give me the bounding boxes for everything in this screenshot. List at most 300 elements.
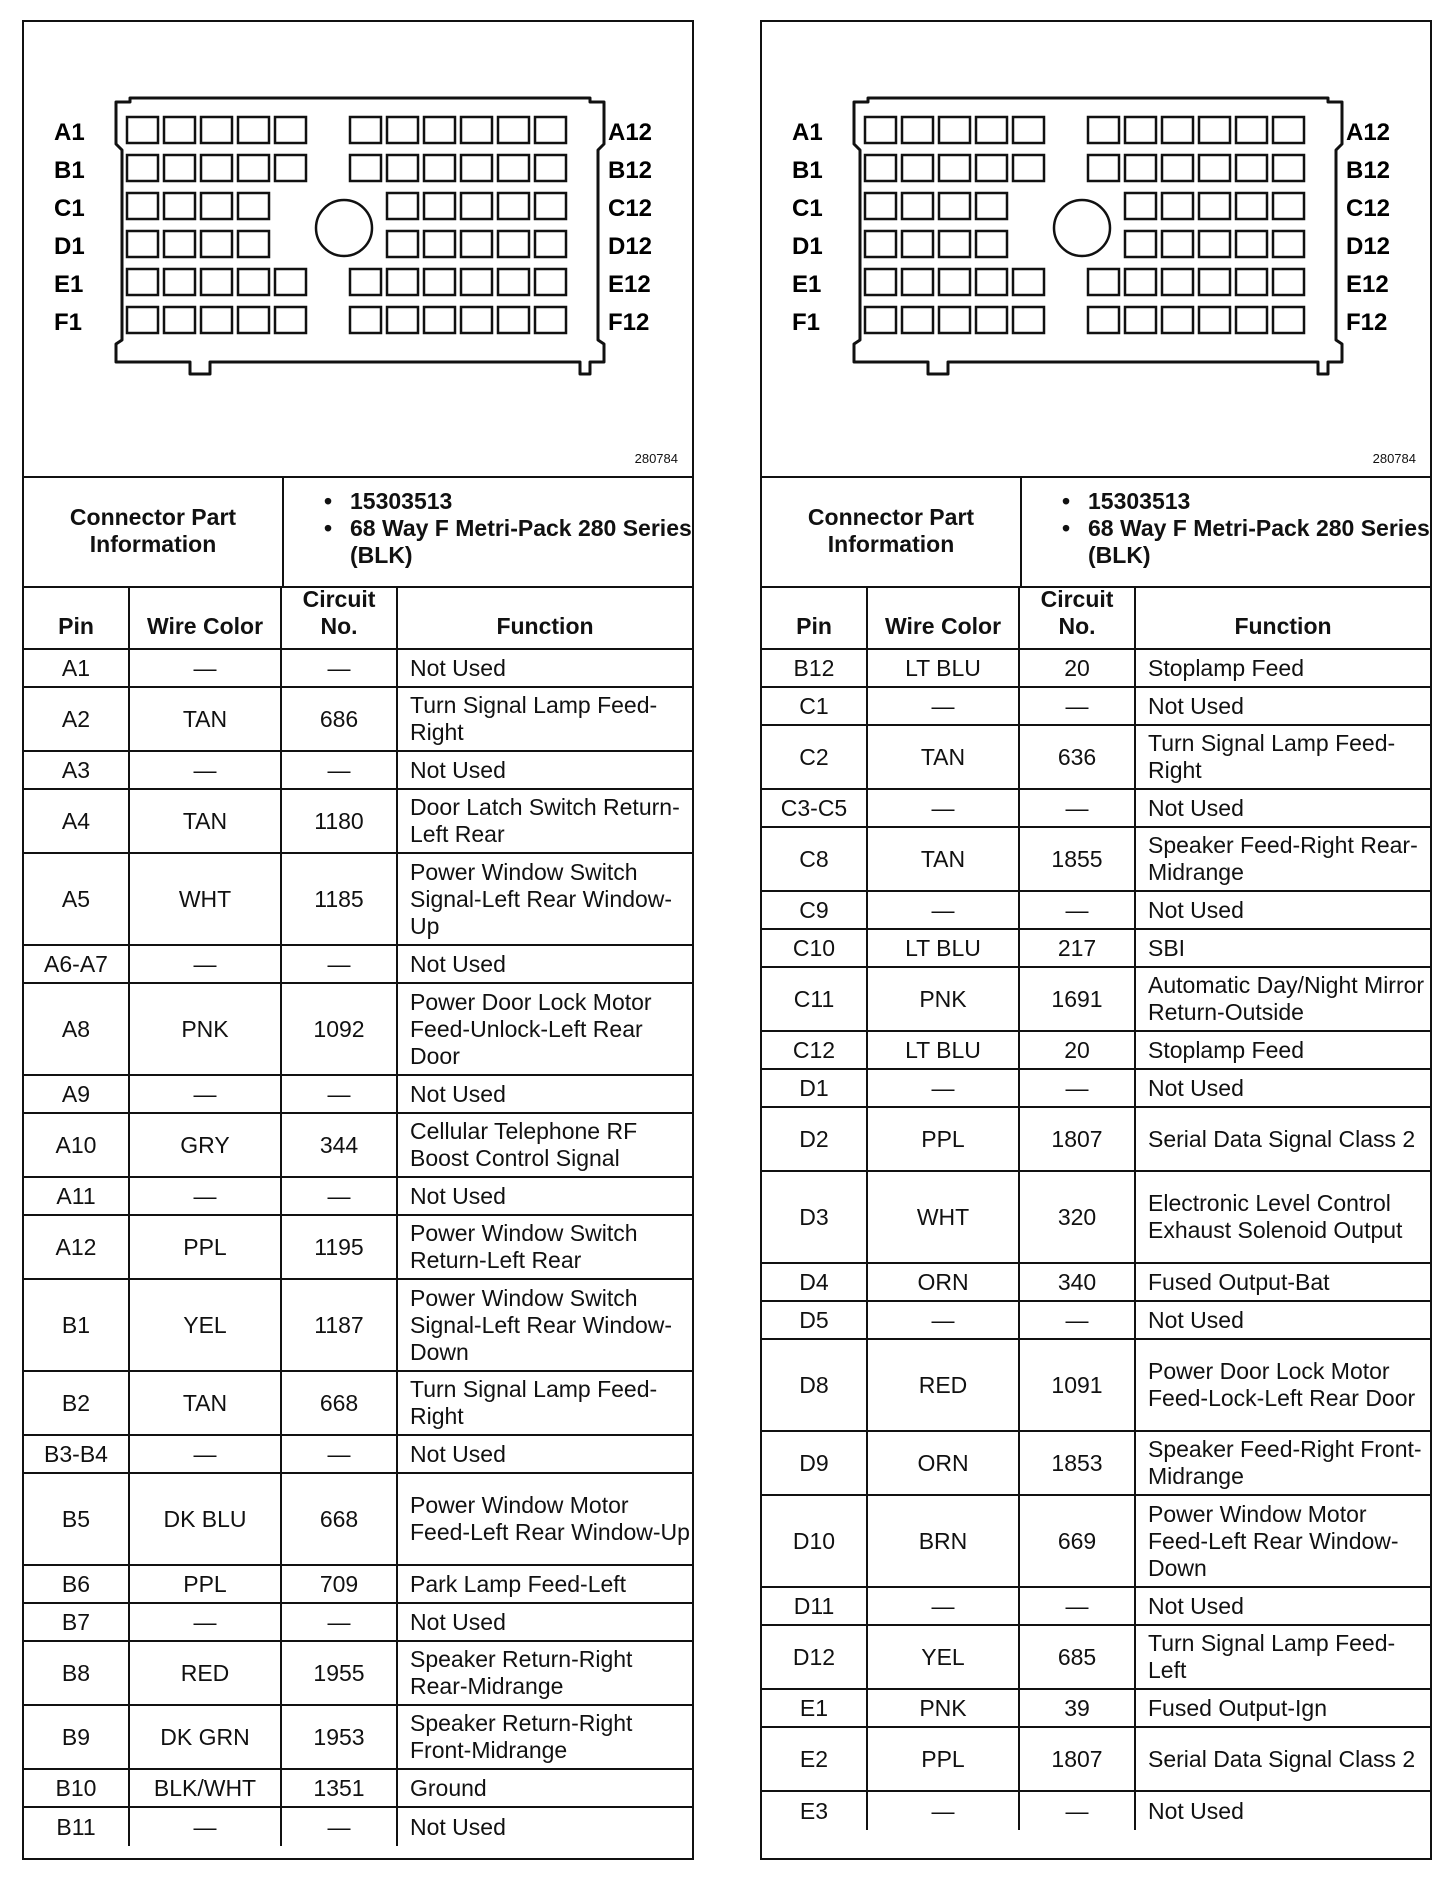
wire-color-cell: LT BLU <box>868 930 1020 966</box>
circuit-cell: 340 <box>1020 1264 1136 1300</box>
pin-cavity <box>1236 231 1267 257</box>
row-label-left: D1 <box>54 233 85 260</box>
function-cell: Fused Output-Ign <box>1148 1694 1327 1721</box>
pin-cell: C3-C5 <box>762 790 868 826</box>
pin-cavity <box>238 231 269 257</box>
pin-cavity <box>1162 269 1193 295</box>
table-row <box>24 1604 692 1642</box>
pin-cell: C8 <box>762 828 868 890</box>
table-row <box>24 1216 692 1280</box>
pin-cell: B3-B4 <box>24 1436 130 1472</box>
pin-cavity <box>127 231 158 257</box>
row-label-right: D12 <box>608 233 653 260</box>
pin-cell: B5 <box>24 1474 130 1564</box>
pin-cavity <box>976 193 1007 219</box>
row-label-right: B12 <box>1346 157 1391 184</box>
row-label-left: F1 <box>54 309 83 336</box>
row-label-right: C12 <box>1346 195 1391 222</box>
pin-cell: C1 <box>762 688 868 724</box>
table-row <box>762 1032 1430 1070</box>
pin-cell: A1 <box>24 650 130 686</box>
pin-cavity <box>461 155 492 181</box>
pin-cavity <box>939 231 970 257</box>
function-cell: Not Used <box>410 1813 506 1840</box>
connector-info-list <box>1022 476 1430 586</box>
circuit-cell: 320 <box>1020 1172 1136 1262</box>
circuit-cell: 1187 <box>282 1280 398 1370</box>
table-row <box>762 1302 1430 1340</box>
circuit-cell: 686 <box>282 688 398 750</box>
pin-cavity <box>424 269 455 295</box>
wire-color-cell: PPL <box>130 1566 282 1602</box>
wire-color-cell: WHT <box>868 1172 1020 1262</box>
circuit-cell: 1092 <box>282 984 398 1074</box>
row-label-left: D1 <box>792 233 823 260</box>
pin-cell: D12 <box>762 1626 868 1688</box>
function-cell: Speaker Return-Right Rear-Midrange <box>410 1646 633 1699</box>
circuit-cell: 1180 <box>282 790 398 852</box>
function-cell: Not Used <box>410 756 506 783</box>
function-cell: Not Used <box>410 950 506 977</box>
pin-cell: B6 <box>24 1566 130 1602</box>
row-label-left: A1 <box>54 119 85 146</box>
pin-cell: D1 <box>762 1070 868 1106</box>
table-row <box>762 1108 1430 1172</box>
pin-cell: A8 <box>24 984 130 1074</box>
pin-cavity <box>535 117 566 143</box>
function-cell: Stoplamp Feed <box>1148 654 1304 681</box>
circuit-cell: — <box>1020 1792 1136 1830</box>
pin-cavity <box>1273 117 1304 143</box>
pin-cavity <box>461 231 492 257</box>
wire-color-cell: PNK <box>868 1690 1020 1726</box>
table-row <box>24 688 692 752</box>
wire-color-cell: — <box>130 1808 282 1846</box>
circuit-cell: 1955 <box>282 1642 398 1704</box>
pin-cavity <box>387 231 418 257</box>
row-label-right: F12 <box>608 309 650 336</box>
wire-color-cell: YEL <box>868 1626 1020 1688</box>
pin-cavity <box>865 117 896 143</box>
pin-cavity <box>498 155 529 181</box>
wire-color-cell: TAN <box>130 688 282 750</box>
wire-color-cell: GRY <box>130 1114 282 1176</box>
function-cell: Speaker Return-Right Front-Midrange <box>410 1710 633 1763</box>
pin-cell: D5 <box>762 1302 868 1338</box>
circuit-cell: 1807 <box>1020 1108 1136 1170</box>
pin-cavity <box>939 193 970 219</box>
pin-cell: B2 <box>24 1372 130 1434</box>
pin-cavity <box>1162 307 1193 333</box>
pin-cavity <box>350 155 381 181</box>
wire-color-cell: PPL <box>868 1728 1020 1790</box>
circuit-cell: — <box>1020 1588 1136 1624</box>
pin-cell: B8 <box>24 1642 130 1704</box>
wire-color-cell: BLK/WHT <box>130 1770 282 1806</box>
connector-info-label: Connector Part Information <box>24 476 284 586</box>
function-cell: Power Door Lock Motor Feed-Unlock-Left Rear Door <box>410 988 652 1069</box>
function-cell: Cellular Telephone RF Boost Control Signal <box>410 1118 638 1171</box>
function-cell: Serial Data Signal Class 2 <box>1148 1125 1416 1152</box>
circuit-cell: 1185 <box>282 854 398 944</box>
pin-cavity <box>1162 117 1193 143</box>
pin-cell: B1 <box>24 1280 130 1370</box>
pin-cavity <box>1013 155 1044 181</box>
pin-cavity <box>127 117 158 143</box>
part-number: • 15303513 <box>1062 488 1430 515</box>
pin-cavity <box>939 307 970 333</box>
table-row <box>24 1706 692 1770</box>
table-row <box>762 930 1430 968</box>
pin-cell: A4 <box>24 790 130 852</box>
circuit-cell: — <box>282 1178 398 1214</box>
pin-cavity <box>535 307 566 333</box>
connector-info-list <box>284 476 692 586</box>
circuit-cell: 1691 <box>1020 968 1136 1030</box>
pin-cavity <box>1236 307 1267 333</box>
table-row <box>24 946 692 984</box>
wire-color-cell: TAN <box>130 1372 282 1434</box>
table-header <box>24 586 692 650</box>
table-row <box>762 828 1430 892</box>
pin-cavity <box>1088 155 1119 181</box>
function-cell: Serial Data Signal Class 2 <box>1148 1745 1416 1772</box>
function-cell: Not Used <box>1148 1306 1244 1333</box>
pin-cavity <box>424 231 455 257</box>
pin-cell: B12 <box>762 650 868 686</box>
pin-cavity <box>461 193 492 219</box>
connector-info-label: Connector Part Information <box>762 476 1022 586</box>
connector-face-drawing <box>24 22 692 474</box>
pin-table <box>24 586 692 1846</box>
pin-cavity <box>127 307 158 333</box>
circuit-cell: — <box>282 1604 398 1640</box>
table-row <box>762 1690 1430 1728</box>
diagram-code: 280784 <box>634 451 678 466</box>
pin-cavity <box>201 231 232 257</box>
pin-cell: B7 <box>24 1604 130 1640</box>
pin-cavity <box>1199 231 1230 257</box>
function-cell: Power Window Switch Signal-Left Rear Window-Up <box>410 858 673 939</box>
pin-cavity <box>461 307 492 333</box>
table-row <box>24 1474 692 1566</box>
header-function: Function <box>496 613 594 639</box>
table-row <box>24 1566 692 1604</box>
pin-cavity <box>275 117 306 143</box>
pin-cavity <box>164 193 195 219</box>
pin-cavity <box>164 117 195 143</box>
header-circuit: Circuit No. <box>282 586 398 648</box>
pin-cavity <box>461 117 492 143</box>
pin-cavity <box>461 269 492 295</box>
pin-cavity <box>1013 117 1044 143</box>
function-cell: Turn Signal Lamp Feed-Left <box>1148 1630 1396 1683</box>
pin-cavity <box>164 307 195 333</box>
function-cell: Not Used <box>1148 1592 1244 1619</box>
pin-cavity <box>1162 231 1193 257</box>
table-row <box>24 1808 692 1846</box>
pin-cell: D9 <box>762 1432 868 1494</box>
circuit-cell: 1855 <box>1020 828 1136 890</box>
header-wire-color: Wire Color <box>130 586 282 648</box>
pin-cavity <box>1199 269 1230 295</box>
table-row <box>762 1432 1430 1496</box>
connector-part-info <box>24 476 692 588</box>
pin-cavity <box>1088 307 1119 333</box>
wire-color-cell: — <box>130 650 282 686</box>
diagram-code: 280784 <box>1372 451 1416 466</box>
circuit-cell: 344 <box>282 1114 398 1176</box>
table-row <box>762 1496 1430 1588</box>
pin-cavity <box>1236 193 1267 219</box>
wire-color-cell: — <box>868 790 1020 826</box>
row-label-left: B1 <box>792 157 823 184</box>
pin-cell: C9 <box>762 892 868 928</box>
function-cell: Speaker Feed-Right Rear-Midrange <box>1148 832 1418 885</box>
wire-color-cell: — <box>130 752 282 788</box>
pin-cavity <box>387 193 418 219</box>
header-function: Function <box>1234 613 1332 639</box>
table-row <box>24 1280 692 1372</box>
circuit-cell: 709 <box>282 1566 398 1602</box>
wire-color-cell: — <box>868 1588 1020 1624</box>
pin-cavity <box>238 117 269 143</box>
pin-cavity <box>1236 155 1267 181</box>
circuit-cell: — <box>1020 1070 1136 1106</box>
row-label-left: E1 <box>792 271 822 298</box>
function-cell: Not Used <box>410 1608 506 1635</box>
circuit-cell: 217 <box>1020 930 1136 966</box>
pin-cavity <box>939 269 970 295</box>
wire-color-cell: — <box>868 1070 1020 1106</box>
pin-cell: A12 <box>24 1216 130 1278</box>
pin-cavity <box>387 117 418 143</box>
circuit-cell: — <box>282 752 398 788</box>
table-row <box>24 1114 692 1178</box>
circuit-cell: 669 <box>1020 1496 1136 1586</box>
circuit-cell: 39 <box>1020 1690 1136 1726</box>
pin-cavity <box>939 117 970 143</box>
circuit-cell: 20 <box>1020 1032 1136 1068</box>
table-row <box>762 1626 1430 1690</box>
function-cell: Turn Signal Lamp Feed-Right <box>410 1376 658 1429</box>
table-row <box>762 1172 1430 1264</box>
row-label-right: C12 <box>608 195 653 222</box>
function-cell: Not Used <box>1148 1074 1244 1101</box>
center-key-hole <box>316 200 372 256</box>
part-number: • 15303513 <box>324 488 692 515</box>
pin-cell: E2 <box>762 1728 868 1790</box>
table-row <box>762 726 1430 790</box>
pin-cavity <box>902 117 933 143</box>
function-cell: Not Used <box>410 654 506 681</box>
circuit-cell: 1953 <box>282 1706 398 1768</box>
pin-cavity <box>1199 117 1230 143</box>
pin-cavity <box>976 117 1007 143</box>
function-cell: Power Door Lock Motor Feed-Lock-Left Rear Door <box>1148 1358 1416 1411</box>
pin-cavity <box>350 117 381 143</box>
pin-cavity <box>498 269 529 295</box>
pin-cavity <box>902 307 933 333</box>
pin-cavity <box>424 117 455 143</box>
table-row <box>762 1588 1430 1626</box>
pin-cavity <box>1273 307 1304 333</box>
table-row <box>762 968 1430 1032</box>
header-circuit: Circuit No. <box>1020 586 1136 648</box>
wire-color-cell: ORN <box>868 1432 1020 1494</box>
table-row <box>24 1770 692 1808</box>
pin-cavity <box>1125 231 1156 257</box>
circuit-cell: 1351 <box>282 1770 398 1806</box>
wire-color-cell: LT BLU <box>868 650 1020 686</box>
pin-cavity <box>902 269 933 295</box>
pin-cavity <box>1273 155 1304 181</box>
pin-cavity <box>1162 155 1193 181</box>
wire-color-cell: — <box>130 946 282 982</box>
pin-cavity <box>1125 269 1156 295</box>
connector-type: • 68 Way F Metri-Pack 280 Series (BLK) <box>324 515 692 569</box>
pin-cavity <box>275 269 306 295</box>
pin-cavity <box>1013 269 1044 295</box>
wire-color-cell: DK GRN <box>130 1706 282 1768</box>
table-row <box>762 1340 1430 1432</box>
pin-cavity <box>275 155 306 181</box>
header-wire-color: Wire Color <box>868 586 1020 648</box>
wire-color-cell: — <box>130 1178 282 1214</box>
table-row <box>24 1642 692 1706</box>
row-label-right: F12 <box>1346 309 1388 336</box>
wire-color-cell: RED <box>130 1642 282 1704</box>
pin-cell: D2 <box>762 1108 868 1170</box>
function-cell: Power Window Motor Feed-Left Rear Window-Down <box>1148 1500 1399 1581</box>
pin-cavity <box>976 269 1007 295</box>
pin-cavity <box>498 231 529 257</box>
function-cell: Not Used <box>1148 1797 1244 1824</box>
pin-cavity <box>238 269 269 295</box>
pin-cell: D4 <box>762 1264 868 1300</box>
pin-cell: C11 <box>762 968 868 1030</box>
wire-color-cell: — <box>868 892 1020 928</box>
table-row <box>24 650 692 688</box>
pin-cavity <box>1088 269 1119 295</box>
pin-cavity <box>424 193 455 219</box>
pin-cavity <box>976 307 1007 333</box>
pin-cell: A6-A7 <box>24 946 130 982</box>
function-cell: Turn Signal Lamp Feed-Right <box>1148 730 1396 783</box>
pin-cavity <box>902 155 933 181</box>
pin-cavity <box>127 269 158 295</box>
pin-cavity <box>1199 193 1230 219</box>
wire-color-cell: PPL <box>130 1216 282 1278</box>
circuit-cell: — <box>282 1808 398 1846</box>
pin-cavity <box>976 231 1007 257</box>
pin-cavity <box>902 193 933 219</box>
pin-cavity <box>1013 307 1044 333</box>
function-cell: Power Window Switch Return-Left Rear <box>410 1220 638 1273</box>
table-header <box>762 586 1430 650</box>
row-label-left: E1 <box>54 271 84 298</box>
pin-cavity <box>1273 269 1304 295</box>
connector-face-drawing <box>762 22 1430 474</box>
table-row <box>24 790 692 854</box>
pin-cavity <box>535 269 566 295</box>
table-row <box>24 1076 692 1114</box>
table-row <box>762 688 1430 726</box>
function-cell: Door Latch Switch Return-Left Rear <box>410 794 680 847</box>
table-row <box>24 752 692 790</box>
function-cell: SBI <box>1148 934 1186 961</box>
pin-cell: A9 <box>24 1076 130 1112</box>
function-cell: Not Used <box>410 1182 506 1209</box>
pin-cell: D8 <box>762 1340 868 1430</box>
pin-cavity <box>1162 193 1193 219</box>
function-cell: Not Used <box>1148 794 1244 821</box>
pin-cell: D10 <box>762 1496 868 1586</box>
wire-color-cell: TAN <box>130 790 282 852</box>
pin-cell: A11 <box>24 1178 130 1214</box>
circuit-cell: 668 <box>282 1372 398 1434</box>
pin-cell: D11 <box>762 1588 868 1624</box>
circuit-cell: 1091 <box>1020 1340 1136 1430</box>
table-row <box>762 1728 1430 1792</box>
pin-cell: D3 <box>762 1172 868 1262</box>
wire-color-cell: PNK <box>868 968 1020 1030</box>
function-cell: Electronic Level Control Exhaust Solenoid Output <box>1148 1190 1403 1243</box>
pin-cavity <box>201 269 232 295</box>
table-row <box>24 1178 692 1216</box>
pin-cavity <box>387 155 418 181</box>
wire-color-cell: — <box>868 1792 1020 1830</box>
pin-cavity <box>201 193 232 219</box>
pin-cavity <box>201 117 232 143</box>
table-row <box>762 892 1430 930</box>
pin-cavity <box>424 155 455 181</box>
function-cell: Power Window Motor Feed-Left Rear Window-Up <box>410 1492 690 1545</box>
pin-cell: A5 <box>24 854 130 944</box>
pin-cavity <box>939 155 970 181</box>
table-row <box>24 1372 692 1436</box>
pin-cavity <box>164 231 195 257</box>
pin-cavity <box>127 155 158 181</box>
function-cell: Stoplamp Feed <box>1148 1036 1304 1063</box>
pin-cavity <box>1125 155 1156 181</box>
pin-cavity <box>535 231 566 257</box>
table-row <box>24 1436 692 1474</box>
row-label-left: F1 <box>792 309 821 336</box>
pin-cell: C2 <box>762 726 868 788</box>
wire-color-cell: — <box>868 1302 1020 1338</box>
pin-cell: B11 <box>24 1808 130 1846</box>
row-label-right: A12 <box>608 119 653 146</box>
function-cell: Automatic Day/Night Mirror Return-Outside <box>1148 972 1425 1025</box>
row-label-right: A12 <box>1346 119 1391 146</box>
header-pin: Pin <box>24 586 130 648</box>
pin-cavity <box>902 231 933 257</box>
connector-panel-right <box>760 20 1432 1860</box>
center-key-hole <box>1054 200 1110 256</box>
function-cell: Not Used <box>410 1080 506 1107</box>
function-cell: Park Lamp Feed-Left <box>410 1570 627 1597</box>
wire-color-cell: YEL <box>130 1280 282 1370</box>
wire-color-cell: PNK <box>130 984 282 1074</box>
pin-cavity <box>201 307 232 333</box>
pin-cavity <box>1199 155 1230 181</box>
pin-cavity <box>865 155 896 181</box>
pin-cavity <box>275 307 306 333</box>
pin-cavity <box>1236 117 1267 143</box>
function-cell: Power Window Switch Signal-Left Rear Window-Down <box>410 1284 673 1365</box>
pin-cell: E3 <box>762 1792 868 1830</box>
